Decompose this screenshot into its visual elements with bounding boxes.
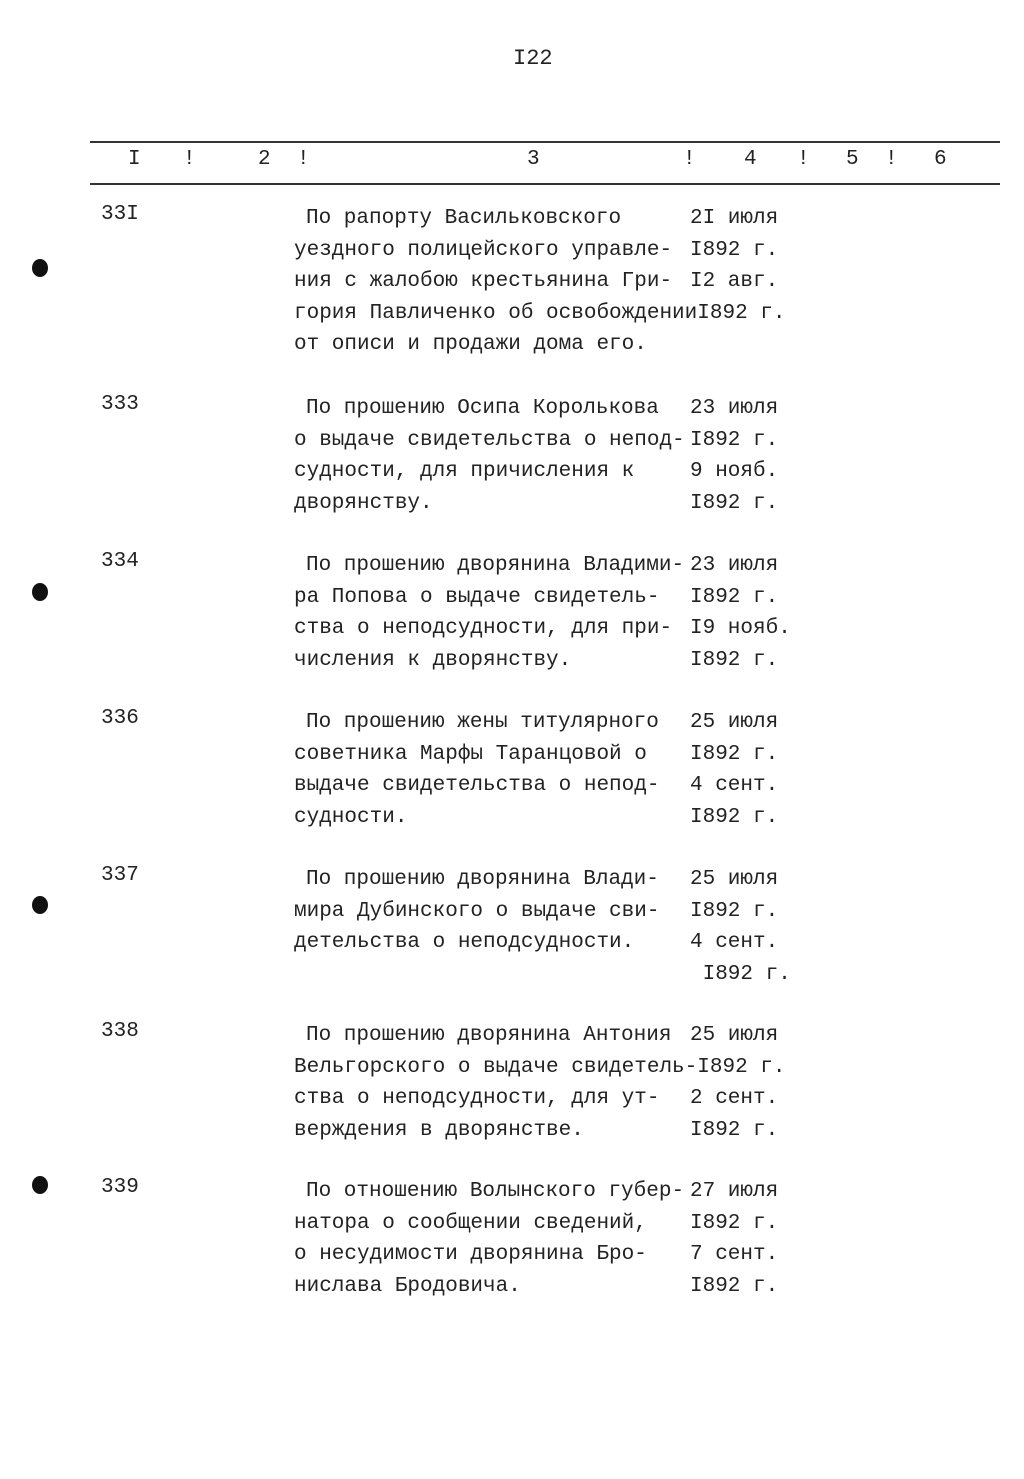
entry-line <box>294 235 785 267</box>
entry-description: ния с жалобою крестьянина Гри- <box>294 270 673 293</box>
entry-date: 2I июля <box>690 207 779 230</box>
entry-line <box>294 707 778 739</box>
entry-description: нислава Бродовича. <box>294 1274 521 1298</box>
entry-description: По прошению дворянина Влади- <box>306 868 659 891</box>
header-top-rule <box>90 141 1000 143</box>
entry-line <box>294 456 778 488</box>
entry-line <box>294 393 778 425</box>
entry-line <box>294 864 791 896</box>
entry-date: 7 сент. <box>690 1243 779 1266</box>
punch-hole <box>32 583 48 601</box>
entry-description: детельства о неподсудности. <box>294 931 635 954</box>
entry-date: I892 г. <box>690 585 779 609</box>
col-1: I <box>128 148 141 171</box>
entry-line <box>294 1271 778 1303</box>
entry-description <box>294 959 690 991</box>
entry-line <box>294 488 778 520</box>
entry-description: гория Павличенко об освобождении <box>294 301 698 325</box>
entry-description: советника Марфы Таранцовой о <box>294 742 647 766</box>
entry-description: мира Дубинского о выдаче сви- <box>294 899 660 923</box>
entry-date: 23 июля <box>690 397 779 420</box>
entry-date: 23 июля <box>690 554 779 577</box>
entry-description: судности. <box>294 805 408 829</box>
entry-number: 336 <box>101 707 139 730</box>
entry-lines <box>294 707 778 833</box>
entry-date: I892 г. <box>690 742 779 766</box>
entry-date: 4 сент. <box>690 774 779 797</box>
entry-date: 25 июля <box>690 1024 779 1047</box>
entry-line <box>294 266 785 298</box>
entry-date: I892 г. <box>697 1055 786 1079</box>
entry-lines <box>294 1176 778 1302</box>
entry-lines <box>294 203 785 361</box>
sep: ! <box>297 148 310 171</box>
entry-description: дворянству. <box>294 491 433 515</box>
entry-date: I892 г. <box>690 648 779 672</box>
entry-description: По прошению дворянина Владими- <box>306 554 685 577</box>
entry-description: ства о неподсудности, для при- <box>294 617 673 640</box>
entry-line <box>294 582 791 614</box>
entry-line <box>294 1020 785 1052</box>
sep: ! <box>683 148 696 171</box>
entry-date: I892 г. <box>690 238 779 262</box>
entry-date: 25 июля <box>690 711 779 734</box>
column-header <box>0 148 1024 178</box>
sep: ! <box>797 148 810 171</box>
entry-date: 25 июля <box>690 868 779 891</box>
entry-description: числения к дворянству. <box>294 648 572 672</box>
header-bottom-rule <box>90 183 1000 185</box>
page-number: I22 <box>513 46 553 71</box>
entry-description: По отношению Волынского губер- <box>306 1180 685 1203</box>
entry-date: 4 сент. <box>690 931 779 954</box>
col-4: 4 <box>744 148 757 171</box>
entry-date: I892 г. <box>697 301 786 325</box>
entry-lines <box>294 550 791 676</box>
entry-number: 334 <box>101 550 139 573</box>
entry-line <box>294 329 785 361</box>
entry-description: судности, для причисления к <box>294 460 635 483</box>
entry-date: I9 нояб. <box>690 617 791 640</box>
entry-description: По прошению Осипа Королькова <box>306 397 659 420</box>
entry-description: По прошению жены титулярного <box>306 711 659 734</box>
punch-hole <box>32 896 48 914</box>
entry-line <box>294 927 791 959</box>
punch-hole <box>32 259 48 277</box>
entry-line <box>294 1083 785 1115</box>
sep: ! <box>183 148 196 171</box>
entry-date: I892 г. <box>690 1118 779 1142</box>
entry-line <box>294 1115 785 1147</box>
entry-description: выдаче свидетельства о непод- <box>294 774 660 797</box>
entry-number: 339 <box>101 1176 139 1199</box>
col-6: 6 <box>934 148 947 171</box>
entry-line <box>294 1239 778 1271</box>
entry-description: По рапорту Васильковского <box>306 207 622 230</box>
entry-date: I892 г. <box>690 805 779 829</box>
entry-number: 338 <box>101 1020 139 1043</box>
entry-description: По прошению дворянина Антония <box>306 1024 672 1047</box>
entry-date: I892 г. <box>690 491 779 515</box>
entry-date: I892 г. <box>690 428 779 452</box>
entry-description: уездного полицейского управле- <box>294 238 673 262</box>
sep: ! <box>885 148 898 171</box>
entry-description: о выдаче свидетельства о непод- <box>294 428 685 452</box>
entry-description: ра Попова о выдаче свидетель- <box>294 585 660 609</box>
entry-description: Вельгорского о выдаче свидетель- <box>294 1055 698 1079</box>
entry-date: I2 авг. <box>690 270 779 293</box>
entry-line <box>294 802 778 834</box>
entry-description: верждения в дворянстве. <box>294 1118 584 1142</box>
punch-hole <box>32 1176 48 1194</box>
entry-lines <box>294 393 778 519</box>
entry-lines <box>294 864 791 990</box>
entry-line <box>294 298 785 330</box>
entry-number: 333 <box>101 393 139 416</box>
entry-line <box>294 1052 785 1084</box>
entry-date: I892 г. <box>690 1211 779 1235</box>
col-3: 3 <box>527 148 540 171</box>
entry-line <box>294 1208 778 1240</box>
entry-lines <box>294 1020 785 1146</box>
entry-date: I892 г. <box>690 1274 779 1298</box>
entry-line <box>294 896 791 928</box>
entry-line <box>294 645 791 677</box>
entry-date: I892 г. <box>690 962 791 986</box>
entry-description: натора о сообщении сведений, <box>294 1211 647 1235</box>
entry-date: 27 июля <box>690 1180 779 1203</box>
entry-number: 33I <box>101 203 139 226</box>
entry-date: 9 нояб. <box>690 460 779 483</box>
entry-line <box>294 203 785 235</box>
entry-line <box>294 959 791 991</box>
entry-line <box>294 550 791 582</box>
entry-line <box>294 613 791 645</box>
entry-date: I892 г. <box>690 899 779 923</box>
entry-description: о несудимости дворянина Бро- <box>294 1243 647 1266</box>
entry-line <box>294 739 778 771</box>
entry-date: 2 сент. <box>690 1087 779 1110</box>
entry-description: ства о неподсудности, для ут- <box>294 1087 660 1110</box>
entry-line <box>294 770 778 802</box>
entry-line <box>294 1176 778 1208</box>
col-2: 2 <box>258 148 271 171</box>
col-5: 5 <box>846 148 859 171</box>
entry-number: 337 <box>101 864 139 887</box>
entry-description: от описи и продажи дома его. <box>294 333 647 356</box>
entry-line <box>294 425 778 457</box>
